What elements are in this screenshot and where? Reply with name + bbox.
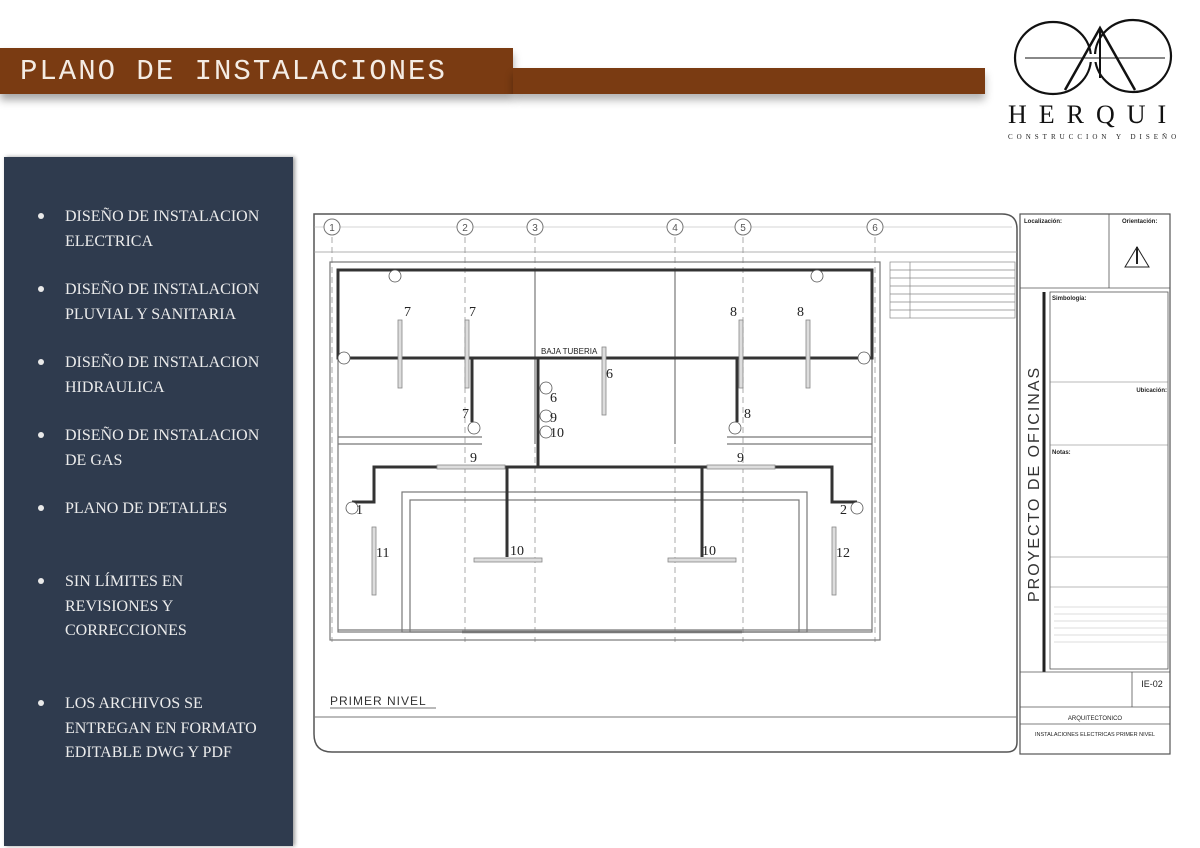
circuit-number: 8 xyxy=(730,305,737,320)
title-block xyxy=(1020,214,1170,754)
project-name: PROYECTO DE OFICINAS xyxy=(1026,365,1043,602)
location-label: Localización: xyxy=(1024,219,1063,225)
bullet-icon xyxy=(38,700,44,706)
circuit-number: 9 xyxy=(550,411,557,426)
circuit-number: 12 xyxy=(836,546,850,561)
pipe-label: BAJA TUBERIA xyxy=(541,347,598,356)
axis-label: 3 xyxy=(532,223,538,234)
service-item-label: DISEÑO DE INSTALACION ELECTRICA xyxy=(65,208,260,250)
circuit-number: 6 xyxy=(606,367,613,382)
plan-type: ARQUITECTONICO xyxy=(1067,716,1123,722)
herqui-logo xyxy=(1005,8,1190,153)
circuit-number: 2 xyxy=(840,503,847,518)
service-item-label: DISEÑO DE INSTALACION HIDRAULICA xyxy=(65,354,260,396)
circuit-number: 9 xyxy=(737,451,744,466)
circuit-number: 10 xyxy=(510,544,524,559)
title-bar-extension xyxy=(513,68,985,94)
symbology-label: Simbología: xyxy=(1052,296,1087,302)
sheet-number: IE-02 xyxy=(1141,679,1163,689)
service-item-label: DISEÑO DE INSTALACION DE GAS xyxy=(65,427,260,469)
bullet-icon xyxy=(38,286,44,292)
page-title: PLANO DE INSTALACIONES xyxy=(20,55,447,88)
plan-content: INSTALACIONES ELECTRICAS PRIMER NIVEL xyxy=(1034,732,1156,738)
bullet-icon xyxy=(38,505,44,511)
circuit-number: 8 xyxy=(797,305,804,320)
circuit-number: 10 xyxy=(702,544,716,559)
notes-label: Notas: xyxy=(1052,450,1071,456)
circuit-number: 7 xyxy=(404,305,411,320)
bullet-icon xyxy=(38,432,44,438)
service-item-label: SIN LÍMITES EN REVISIONES Y CORRECCIONES xyxy=(65,573,187,639)
circuit-number: 7 xyxy=(462,407,469,422)
location2-label: Ubicación: xyxy=(1136,388,1167,394)
floor-plan-drawing xyxy=(312,212,1172,757)
orientation-label: Orientación: xyxy=(1122,219,1158,225)
circuit-number: 10 xyxy=(550,426,564,441)
service-item-label: PLANO DE DETALLES xyxy=(65,500,228,517)
light-fixtures xyxy=(372,320,836,595)
circuit-number: 9 xyxy=(470,451,477,466)
axis-label: 2 xyxy=(462,223,468,234)
bullet-icon xyxy=(38,213,44,219)
services-sidebar xyxy=(4,157,293,846)
bullet-icon xyxy=(38,359,44,365)
axis-label: 5 xyxy=(740,223,746,234)
level-label: PRIMER NIVEL xyxy=(330,694,427,708)
axis-label: 6 xyxy=(872,223,878,234)
logo-name: HERQUI xyxy=(1008,100,1179,129)
circuit-number: 8 xyxy=(744,407,751,422)
circuit-number: 1 xyxy=(356,503,363,518)
circuit-number: 7 xyxy=(469,305,476,320)
symbol-legend xyxy=(890,262,1015,318)
service-item-label: DISEÑO DE INSTALACION PLUVIAL Y SANITARIA xyxy=(65,281,260,323)
bullet-icon xyxy=(38,578,44,584)
logo-tagline: CONSTRUCCION Y DISEÑO xyxy=(1008,133,1181,141)
service-item-label: LOS ARCHIVOS SE ENTREGAN EN FORMATO EDITABLE DWG Y PDF xyxy=(65,695,257,761)
axis-label: 1 xyxy=(329,223,335,234)
circuit-number: 6 xyxy=(550,391,557,406)
circuit-labels xyxy=(356,305,850,561)
grid-axes xyxy=(314,219,1012,642)
axis-label: 4 xyxy=(672,223,678,234)
circuit-number: 11 xyxy=(376,546,390,561)
